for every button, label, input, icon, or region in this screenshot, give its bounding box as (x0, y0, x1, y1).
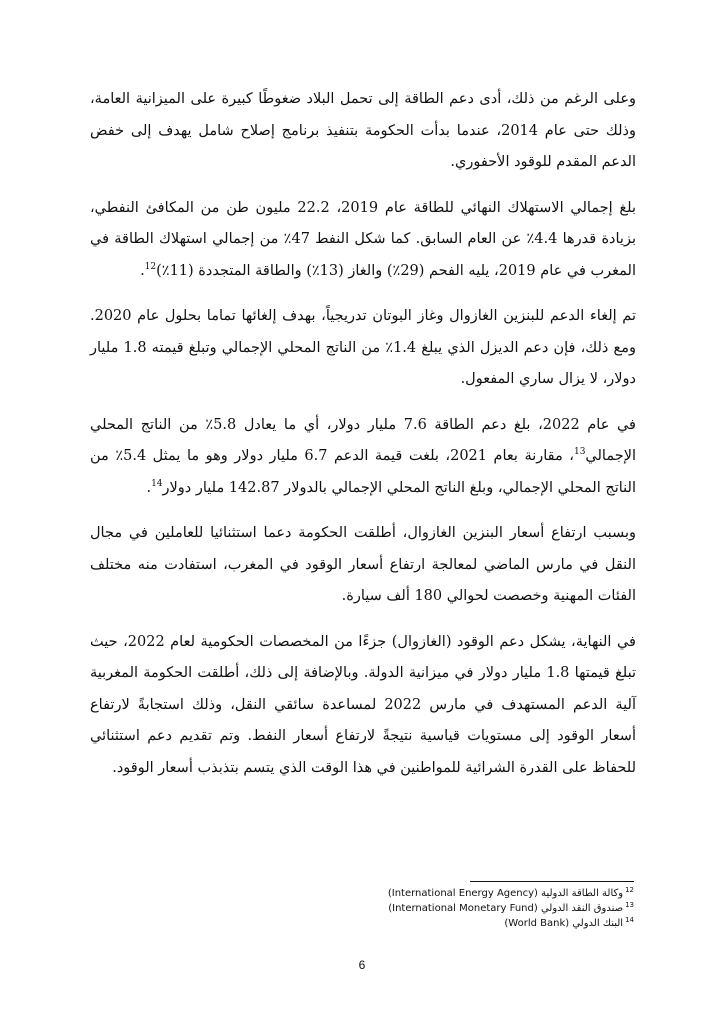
footnote-13: $^{13}$صندوق النقد الدولي (International Monetary Fund) (388, 900, 634, 914)
paragraph-4: في عام 2022، بلغ دعم الطاقة 7.6 مليار دولار، أي ما يعادل 5.8٪ من الناتج المحلي الإجمالي$^{13}$، مقارنة بعام 2021، بلغت قيمة الدعم 6.7 مليار دولار وهو ما يمثل 5.4٪ من الناتج المحلي الإجمالي، وبلغ الناتج المحلي الإجمالي بالدولار 142.87 مليار دولار$^{14}$. (90, 416, 636, 496)
footnote-ref-14[interactable]: 14 (151, 478, 163, 489)
paragraph-3: تم إلغاء الدعم للبنزين الغازوال وغاز البوتان تدريجياً، بهدف إلغائها تماما بحلول عام 2020. ومع ذلك، فإن دعم الديزل الذي يبلغ 1.4٪ من الناتج المحلي الإجمالي وتبلغ قيمته 1.8 مليار دولار، لا يزال ساري المفعول. (90, 308, 636, 387)
footnote-14: $^{14}$البنك الدولي (World Bank) (504, 915, 634, 929)
footnote-divider (470, 881, 634, 882)
page-number: 6 (358, 958, 366, 972)
body-text (90, 84, 636, 798)
footnotes (214, 886, 634, 931)
paragraph-2: بلغ إجمالي الاستهلاك النهائي للطاقة عام 2019، 22.2 مليون طن من المكافئ النفطي، بزيادة قدرها 4.4٪ عن العام السابق. كما شكل النفط 47٪ من إجمالي استهلاك الطاقة في المغرب في عام 2019، يليه الفحم (29٪) والغاز (13٪) والطاقة المتجددة (11٪)$^{12}$. (90, 199, 636, 279)
paragraph-6: في النهاية، يشكل دعم الوقود (الغازوال) جزءًا من المخصصات الحكومية لعام 2022، حيث تبلغ قيمتها 1.8 مليار دولار في ميزانية الدولة. وبالإضافة إلى ذلك، أطلقت الحكومة المغربية آلية الدعم المستهدف في مارس 2022 لمساعدة سائقي النقل، وذلك استجابةً لارتفاع أسعار الوقود إلى مستويات قياسية نتيجةً لارتفاع أسعار النفط. وتم تقديم دعم استثنائي للحفاظ على القدرة الشرائية للمواطنين في هذا الوقت الذي يتسم بتذبذب أسعار الوقود. (90, 633, 636, 776)
footnote-12: $^{12}$وكالة الطاقة الدولية (International Energy Agency) (387, 885, 634, 899)
paragraph-5: وبسبب ارتفاع أسعار البنزين الغازوال، أطلقت الحكومة دعما استثنائيا للعاملين في مجال النقل في مارس الماضي لمعالجة ارتفاع أسعار الوقود في المغرب، استفادت منه مختلف الفئات المهنية وخصصت لحوالي 180 ألف سيارة. (90, 525, 636, 604)
footnote-ref-13[interactable]: 13 (573, 447, 586, 458)
paragraph-1: وعلى الرغم من ذلك، أدى دعم الطاقة إلى تحمل البلاد ضغوطًا كبيرة على الميزانية العامة، وذلك حتى عام 2014، عندما بدأت الحكومة بتنفيذ برنامج إصلاح شامل يهدف إلى خفض الدعم المقدم للوقود الأحفوري. (90, 91, 636, 170)
footnote-ref-12[interactable]: 12 (144, 261, 157, 272)
